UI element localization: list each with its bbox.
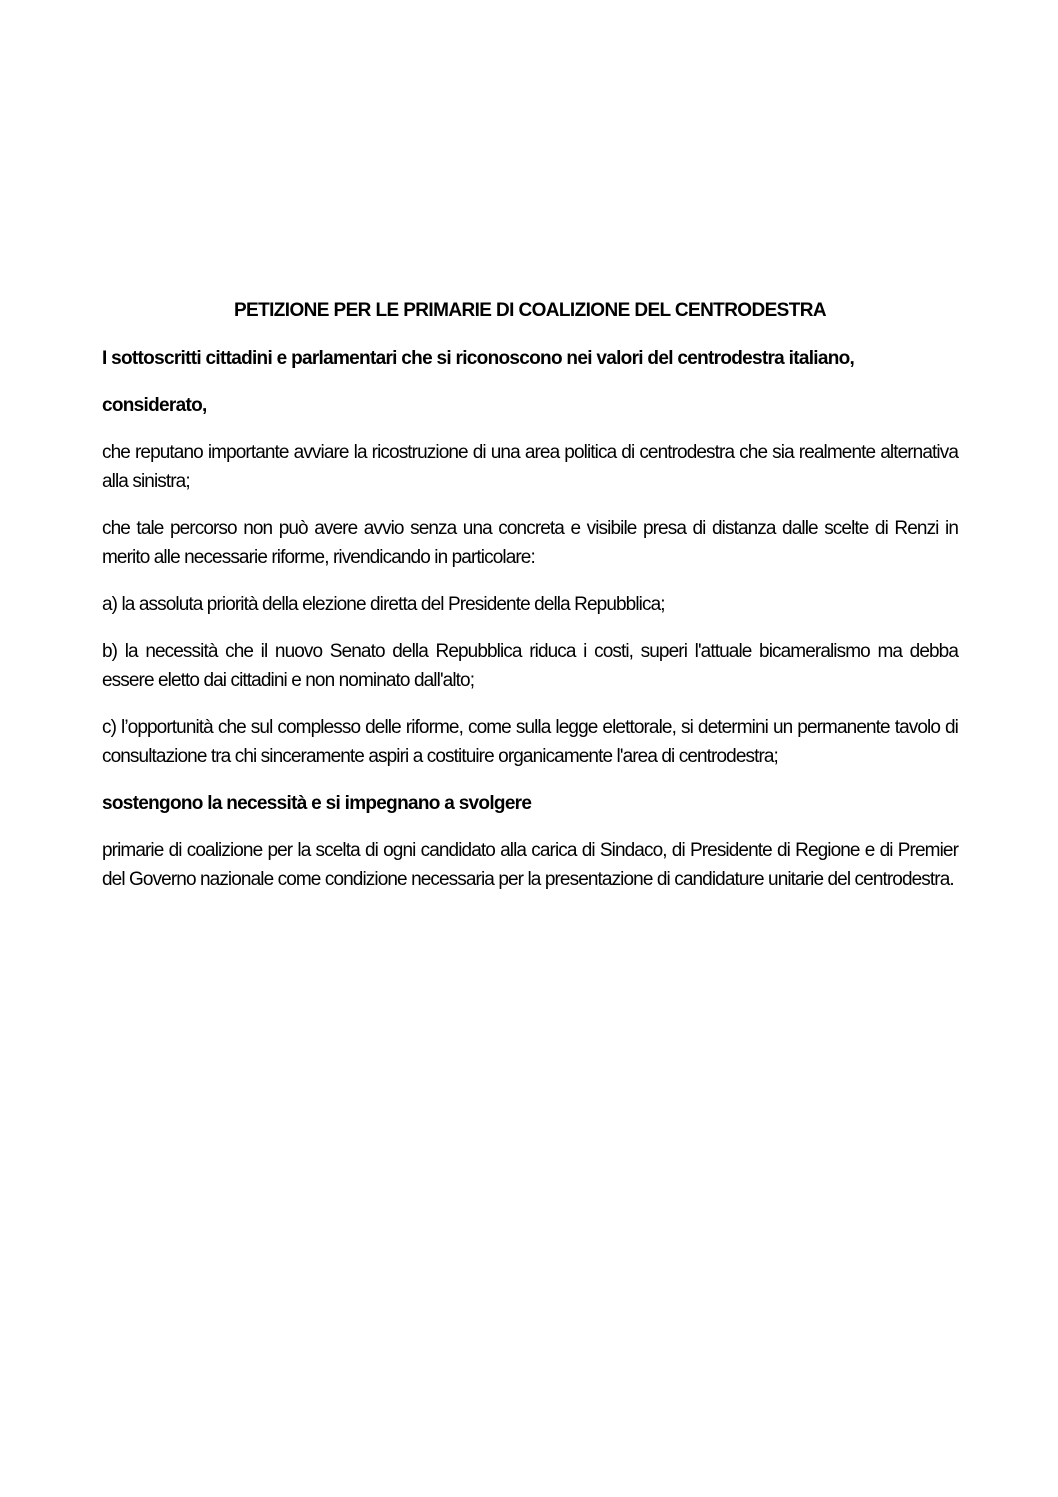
paragraph-percorso: che tale percorso non può avere avvio senza una concreta e visibile presa di distanza dalle scelte di Renzi in merito alle necessarie riforme, rivendicando in particolare:: [102, 518, 958, 568]
considerato-heading: considerato,: [102, 395, 207, 416]
preamble-paragraph: I sottoscritti cittadini e parlamentari che si riconoscono nei valori del centrodestra italiano,: [102, 348, 855, 369]
document-title: PETIZIONE PER LE PRIMARIE DI COALIZIONE DEL CENTRODESTRA: [233, 300, 827, 321]
paragraph-reputano: che reputano importante avviare la ricostruzione di una area politica di centrodestra che sia realmente alternativa alla sinistra;: [102, 442, 958, 492]
point-c: c) l’opportunità che sul complesso delle riforme, come sulla legge elettorale, si determini un permanente tavolo di consultazione tra chi sinceramente aspiri a costituire organicamente l'area di centrodestra;: [102, 717, 958, 767]
sostengono-heading: sostengono la necessità e si impegnano a svolgere: [102, 793, 532, 814]
point-b: b) la necessità che il nuovo Senato della Repubblica riduca i costi, superi l'attuale bicameralismo ma debba essere eletto dai cittadini e non nominato dall'alto;: [102, 641, 958, 691]
point-a: a) la assoluta priorità della elezione diretta del Presidente della Repubblica;: [102, 594, 665, 615]
document-page: [102, 296, 958, 912]
paragraph-primarie: primarie di coalizione per la scelta di ogni candidato alla carica di Sindaco, di Presidente di Regione e di Premier del Governo nazionale come condizione necessaria per la presentazione di candidature unitarie del centrodestra.: [102, 840, 958, 890]
